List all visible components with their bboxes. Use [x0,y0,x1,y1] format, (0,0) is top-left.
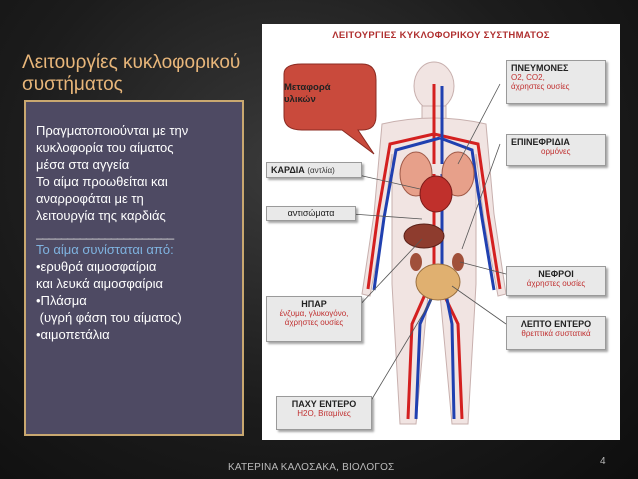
liver [404,224,444,248]
text-line: αναρροφάται με τη [36,191,144,206]
right-kidney [452,253,464,271]
label-kidneys [506,266,606,296]
label-main: ΕΠΙΝΕΦΡΙΔΙΑ [511,137,570,147]
label-main: ΗΠΑΡ [301,299,327,309]
label-sub: ένζυμα, γλυκογόνο, [279,309,349,318]
page-number: 4 [600,456,606,467]
label-main: ΝΕΦΡΟΙ [538,269,574,279]
left-kidney [410,253,422,271]
label-large-intestine [276,396,372,430]
label-sub: άχρηστες ουσίες [526,279,586,288]
label-main: ΠΑΧΥ ΕΝΤΕΡΟ [291,399,357,409]
label-liver [266,296,362,342]
label-sub: H2O, Βιταμίνες [297,409,351,418]
label-main: ΚΑΡΔΙΑ [271,165,305,175]
label-antibodies [266,206,356,221]
text-line: λειτουργία της καρδιάς [36,208,166,223]
label-main: ΛΕΠΤΟ ΕΝΤΕΡΟ [520,319,592,329]
text-line: (υγρή φάση του αίματος) [36,310,182,325]
label-sub: (αντλία) [307,166,335,175]
slide-title: Λειτουργίες κυκλοφορικού συστήματος [22,52,241,95]
text-line: •αιμοπετάλια [36,327,110,342]
label-lungs [506,60,606,104]
text-line: κυκλοφορία του αίματος [36,140,174,155]
text-line: Το αίμα προωθείται και [36,174,168,189]
heart [420,176,452,212]
text-line: και λευκά αιμοσφαίρια [36,276,164,291]
label-sub: θρεπτικά συστατικά [521,329,591,338]
label-heart [266,162,362,178]
circulatory-diagram [262,24,620,440]
label-sub: άχρηστες ουσίες [284,318,344,327]
intestines [416,264,460,300]
separator-line: ______________________ [36,225,174,240]
bubble-label: Μεταφορά υλικών [284,82,331,105]
text-line: μέσα στα αγγεία [36,157,130,172]
speech-bubble [284,64,376,154]
text-line: •Πλάσμα [36,293,87,308]
label-main: ΠΝΕΥΜΟΝΕΣ [511,63,569,73]
text-line-heading: Το αίμα συνίσταται από: [36,242,174,257]
label-sub: O2, CO2, [511,73,545,82]
text-line: •ερυθρά αιμοσφαίρια [36,259,157,274]
footer-author: ΚΑΤΕΡΙΝΑ ΚΑΛΟΣΑΚΑ, ΒΙΟΛΟΓΟΣ [228,462,395,473]
label-small-intestine [506,316,606,350]
text-line: Πραγματοποιούνται με την [36,123,189,138]
diagram-title: ΛΕΙΤΟΥΡΓΙΕΣ ΚΥΚΛΟΦΟΡΙΚΟΥ ΣΥΣΤΗΜΑΤΟΣ [332,30,550,41]
label-main: αντισώματα [287,208,335,218]
content-textbox [24,100,244,436]
label-adrenal [506,134,606,166]
label-sub: ορμόνες [541,147,571,156]
label-sub: άχρηστες ουσίες [511,82,570,91]
